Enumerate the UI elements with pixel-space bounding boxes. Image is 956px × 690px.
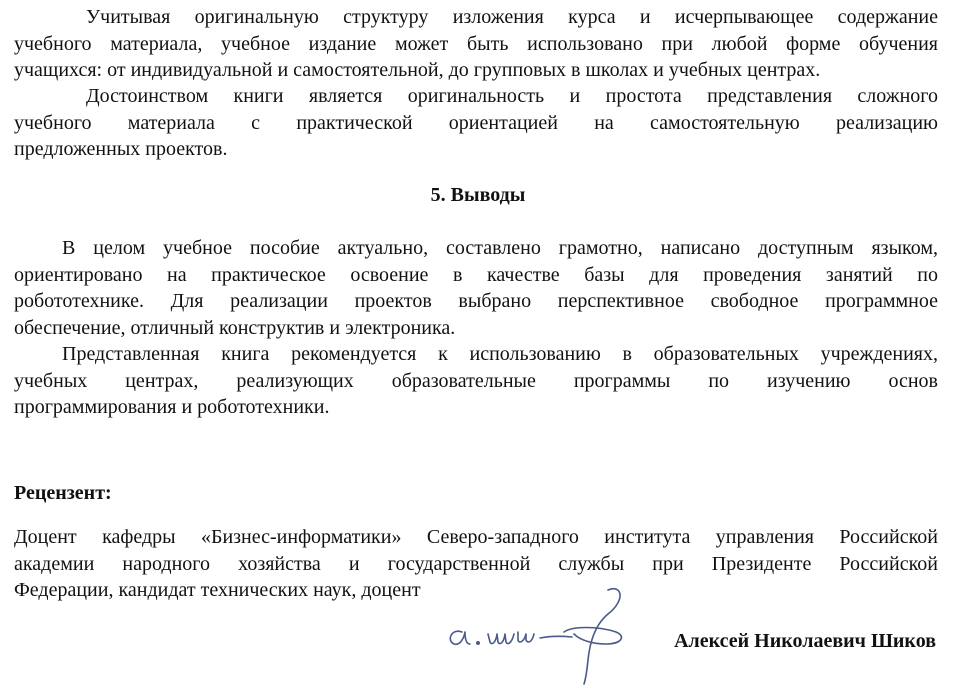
text-line: Федерации, кандидат технических наук, доцент xyxy=(14,579,421,601)
intro-paragraph-1 xyxy=(14,4,938,84)
conclusions-paragraph-2 xyxy=(14,341,938,421)
text-line: В целом учебное пособие актуально, составлено грамотно, написано доступным языком, xyxy=(62,237,938,259)
text-line: академии народного хозяйства и государственной службы при Президенте Российской xyxy=(14,552,938,575)
text-line: предложенных проектов. xyxy=(14,138,228,160)
text-line: программирования и робототехники. xyxy=(14,396,330,418)
text-line: робототехнике. Для реализации проектов выбрано перспективное свободное программное xyxy=(14,290,938,312)
text-line: Доцент кафедры «Бизнес-информатики» Северо-западного института управления Российской xyxy=(14,526,938,548)
conclusions-paragraph-1 xyxy=(14,235,938,341)
text-line: учебного материала с практической ориентацией на самостоятельную реализацию xyxy=(14,111,938,134)
handwritten-signature xyxy=(440,582,640,687)
reviewer-label: Рецензент: xyxy=(14,482,112,504)
intro-paragraph-2 xyxy=(14,83,938,163)
text-line: учебного материала, учебное издание может быть использовано при любой форме обучения xyxy=(14,32,938,55)
text-line: учащихся: от индивидуальной и самостоятельной, до групповых в школах и учебных центрах. xyxy=(14,59,821,81)
text-line: Учитывая оригинальную структуру изложения курса и исчерпывающее содержание xyxy=(86,6,938,28)
text-line: Представленная книга рекомендуется к использованию в образовательных учреждениях, xyxy=(62,343,938,365)
text-line: учебных центрах, реализующих образовательные программы по изучению основ xyxy=(14,369,938,392)
signer-name: Алексей Николаевич Шиков xyxy=(674,630,936,652)
section-heading: 5. Выводы xyxy=(430,184,526,206)
text-line: обеспечение, отличный конструктив и электроника. xyxy=(14,316,456,339)
text-line: Достоинством книги является оригинальность и простота представления сложного xyxy=(86,85,938,107)
text-line: ориентировано на практическое освоение в качестве базы для проведения занятий по xyxy=(14,263,938,286)
